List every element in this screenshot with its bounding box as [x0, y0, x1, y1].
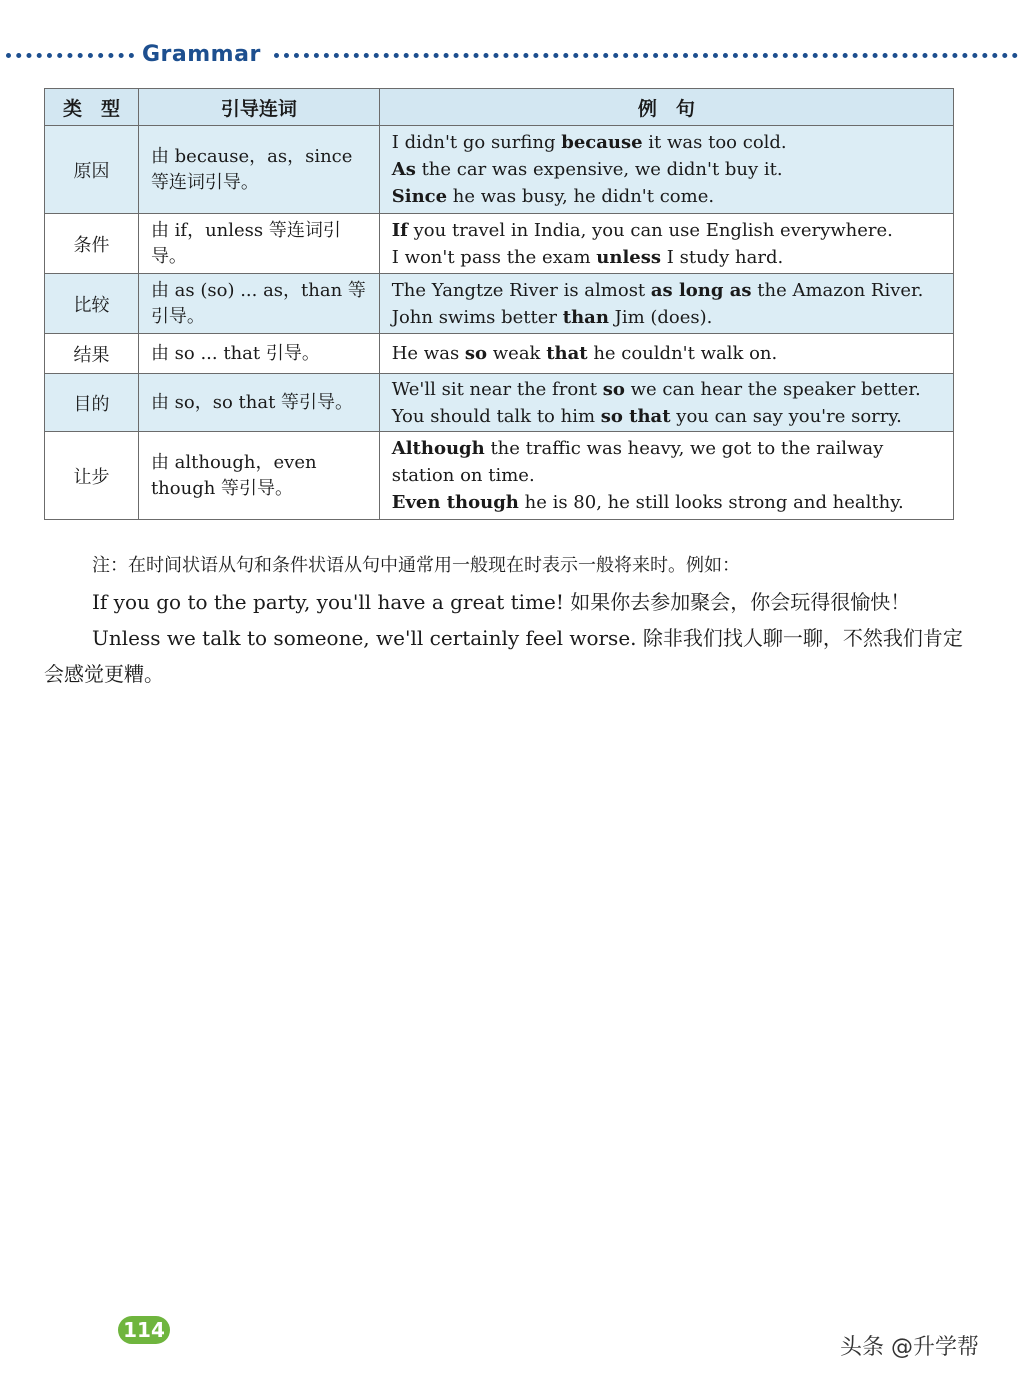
page-header: [0, 40, 1024, 72]
row-type: 让步: [45, 432, 139, 520]
table-row: [45, 126, 954, 214]
table-row: [45, 274, 954, 334]
row-examples: [379, 126, 953, 214]
row-type: 目的: [45, 374, 139, 432]
dotted-rule-left: [6, 53, 134, 58]
table-row: [45, 334, 954, 374]
row-type: 比较: [45, 274, 139, 334]
example-sentence: If you travel in India, you can use English everywhere.: [391, 219, 893, 241]
example-sentence: I won't pass the exam unless I study hard.: [391, 246, 784, 268]
table-row: [45, 374, 954, 432]
row-type: 原因: [45, 126, 139, 214]
table-row: [45, 432, 954, 520]
example-sentence: You should talk to him so that you can say you're sorry.: [391, 405, 902, 427]
row-examples: [379, 214, 953, 274]
note-text: 注：在时间状语从句和条件状语从句中通常用一般现在时表示一般将来时。例如：: [92, 555, 740, 576]
notes-section: [44, 548, 964, 692]
header-examples: 例 句: [379, 89, 953, 126]
note-example: Unless we talk to someone, we'll certainly feel worse. 除非我们找人聊一聊，不然我们肯定会感觉更糟。: [44, 626, 963, 686]
section-title: Grammar: [142, 42, 261, 67]
grammar-table: [44, 88, 954, 520]
row-examples: [379, 432, 953, 520]
header-type: 类 型: [45, 89, 139, 126]
row-conjunction: 由 because，as，since 等连词引导。: [138, 126, 379, 214]
example-sentence: I didn't go surfing because it was too cold.: [391, 132, 787, 153]
example-sentence: Even though he is 80, he still looks strong and healthy.: [391, 492, 904, 513]
example-sentence: John swims better than Jim (does).: [391, 306, 713, 328]
example-sentence: He was so weak that he couldn't walk on.: [391, 343, 778, 364]
table-row: [45, 214, 954, 274]
row-conjunction: 由 although，even though 等引导。: [138, 432, 379, 520]
note-example: If you go to the party, you'll have a great time! 如果你去参加聚会，你会玩得很愉快！: [92, 590, 911, 614]
row-examples: [379, 334, 953, 374]
row-examples: [379, 274, 953, 334]
row-conjunction: 由 as (so) ... as，than 等引导。: [138, 274, 379, 334]
row-examples: [379, 374, 953, 432]
row-conjunction: 由 so，so that 等引导。: [138, 374, 379, 432]
table-header-row: [45, 89, 954, 126]
watermark: 头条 @升学帮: [840, 1335, 979, 1360]
header-conjunction: 引导连词: [138, 89, 379, 126]
example-sentence: The Yangtze River is almost as long as the Amazon River.: [391, 279, 924, 301]
row-conjunction: 由 if，unless 等连词引导。: [138, 214, 379, 274]
example-sentence: We'll sit near the front so we can hear the speaker better.: [391, 378, 921, 400]
dotted-rule-right: [274, 53, 1018, 58]
example-sentence: Although the traffic was heavy, we got to the railway station on time.: [391, 438, 884, 486]
example-sentence: As the car was expensive, we didn't buy it.: [391, 159, 783, 180]
row-conjunction: 由 so ... that 引导。: [138, 334, 379, 374]
example-sentence: Since he was busy, he didn't come.: [391, 186, 715, 207]
row-type: 结果: [45, 334, 139, 374]
page-number-badge: 114: [118, 1316, 170, 1344]
row-type: 条件: [45, 214, 139, 274]
